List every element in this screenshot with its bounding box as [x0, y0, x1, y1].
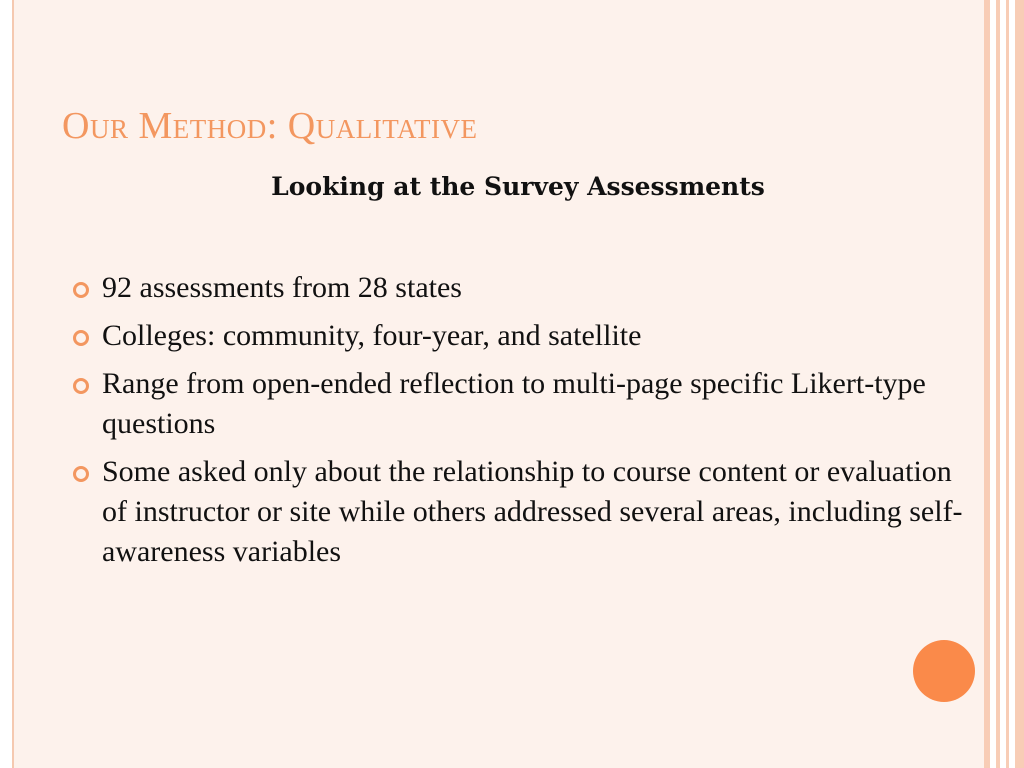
slide-subtitle: Looking at the Survey Assessments — [271, 172, 765, 201]
bullet-text: Range from open-ended reflection to multi-page specific Likert-type questions — [102, 367, 926, 440]
bullet-list — [72, 268, 972, 580]
bullet-text: Colleges: community, four-year, and satellite — [102, 319, 642, 352]
decorative-stripes — [982, 0, 1024, 768]
list-item — [72, 316, 972, 356]
bullet-text: Some asked only about the relationship to course content or evaluation of instructor or site while others addressed several areas, including self-awareness variables — [102, 455, 963, 568]
list-item — [72, 364, 972, 444]
slide-title: Our Method: Qualitative — [62, 105, 478, 147]
list-item — [72, 452, 972, 572]
bullet-text: 92 assessments from 28 states — [102, 271, 462, 304]
list-item — [72, 268, 972, 308]
bullet-ring-icon — [73, 282, 89, 298]
decorative-circle-icon — [913, 640, 975, 702]
bullet-ring-icon — [73, 330, 89, 346]
bullet-ring-icon — [73, 466, 89, 482]
bullet-ring-icon — [73, 378, 89, 394]
